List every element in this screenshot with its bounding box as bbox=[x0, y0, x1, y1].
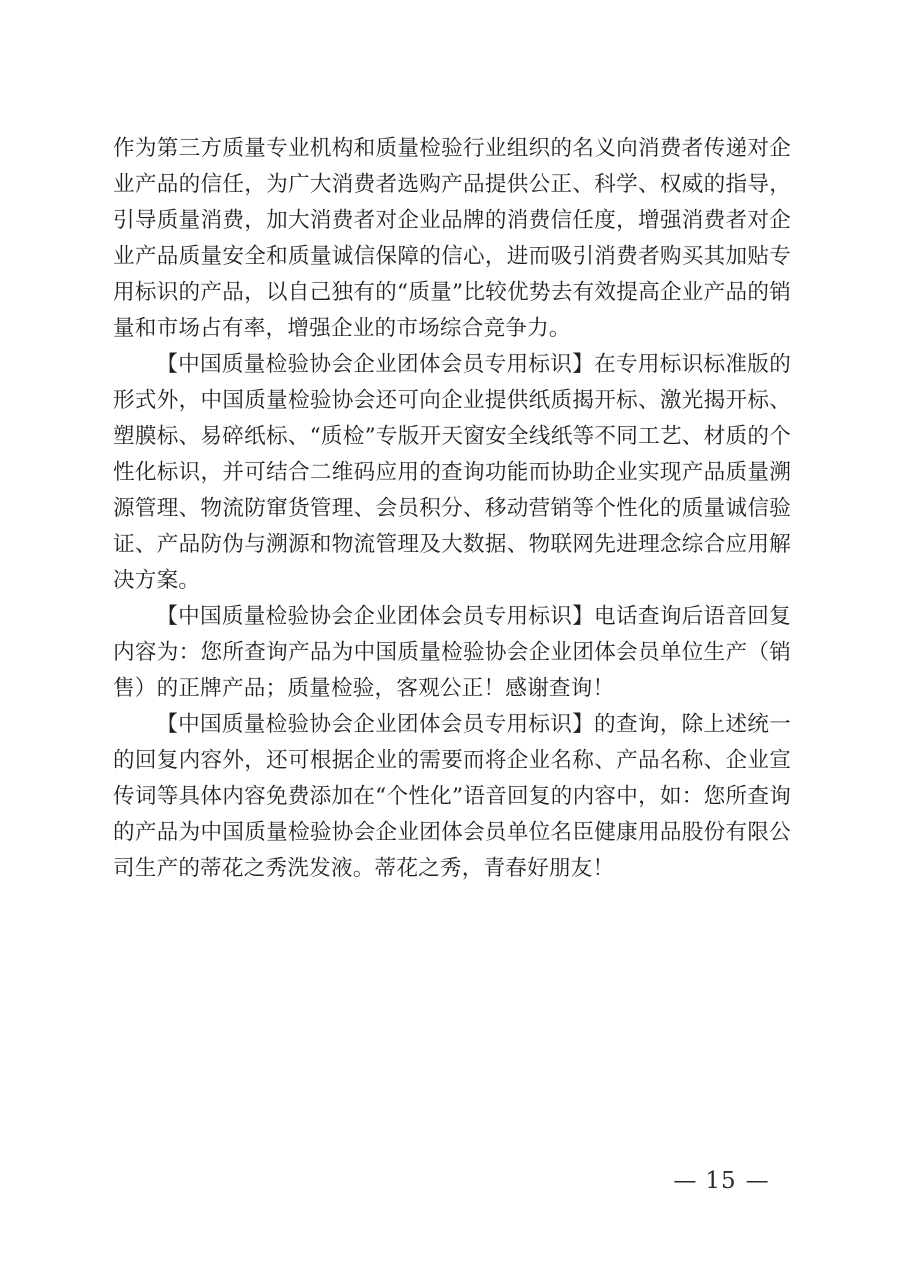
paragraph-3: 【中国质量检验协会企业团体会员专用标识】电话查询后语音回复内容为：您所查询产品为中国质量检验协会企业团体会员单位生产（销售）的正牌产品；质量检验，客观公正！感谢查询！ bbox=[113, 604, 791, 701]
footer-dash-right: — bbox=[745, 1168, 769, 1194]
page-footer bbox=[645, 1166, 797, 1196]
footer-dash-left: — bbox=[673, 1168, 697, 1194]
paragraph-1: 作为第三方质量专业机构和质量检验行业组织的名义向消费者传递对企业产品的信任，为广大消费者选购产品提供公正、科学、权威的指导，引导质量消费，加大消费者对企业品牌的消费信任度，增强消费者对企业产品质量安全和质量诚信保障的信心，进而吸引消费者购买其加贴专用标识的产品，以自己独有的“质量”比较优势去有效提高企业产品的销量和市场占有率，增强企业的市场综合竞争力。 bbox=[113, 136, 791, 341]
paragraph-4: 【中国质量检验协会企业团体会员专用标识】的查询，除上述统一的回复内容外，还可根据企业的需要而将企业名称、产品名称、企业宣传词等具体内容免费添加在“个性化”语音回复的内容中，如：您所查询的产品为中国质量检验协会企业团体会员单位名臣健康用品股份有限公司生产的蒂花之秀洗发液。蒂花之秀，青春好朋友！ bbox=[113, 712, 791, 881]
paragraph-2: 【中国质量检验协会企业团体会员专用标识】在专用标识标准版的形式外，中国质量检验协会还可向企业提供纸质揭开标、激光揭开标、塑膜标、易碎纸标、“质检”专版开天窗安全线纸等不同工艺、材质的个性化标识，并可结合二维码应用的查询功能而协助企业实现产品质量溯源管理、物流防窜货管理、会员积分、移动营销等个性化的质量诚信验证、产品防伪与溯源和物流管理及大数据、物联网先进理念综合应用解决方案。 bbox=[113, 352, 791, 593]
page-number: 15 bbox=[705, 1168, 737, 1194]
document-body bbox=[113, 131, 791, 887]
